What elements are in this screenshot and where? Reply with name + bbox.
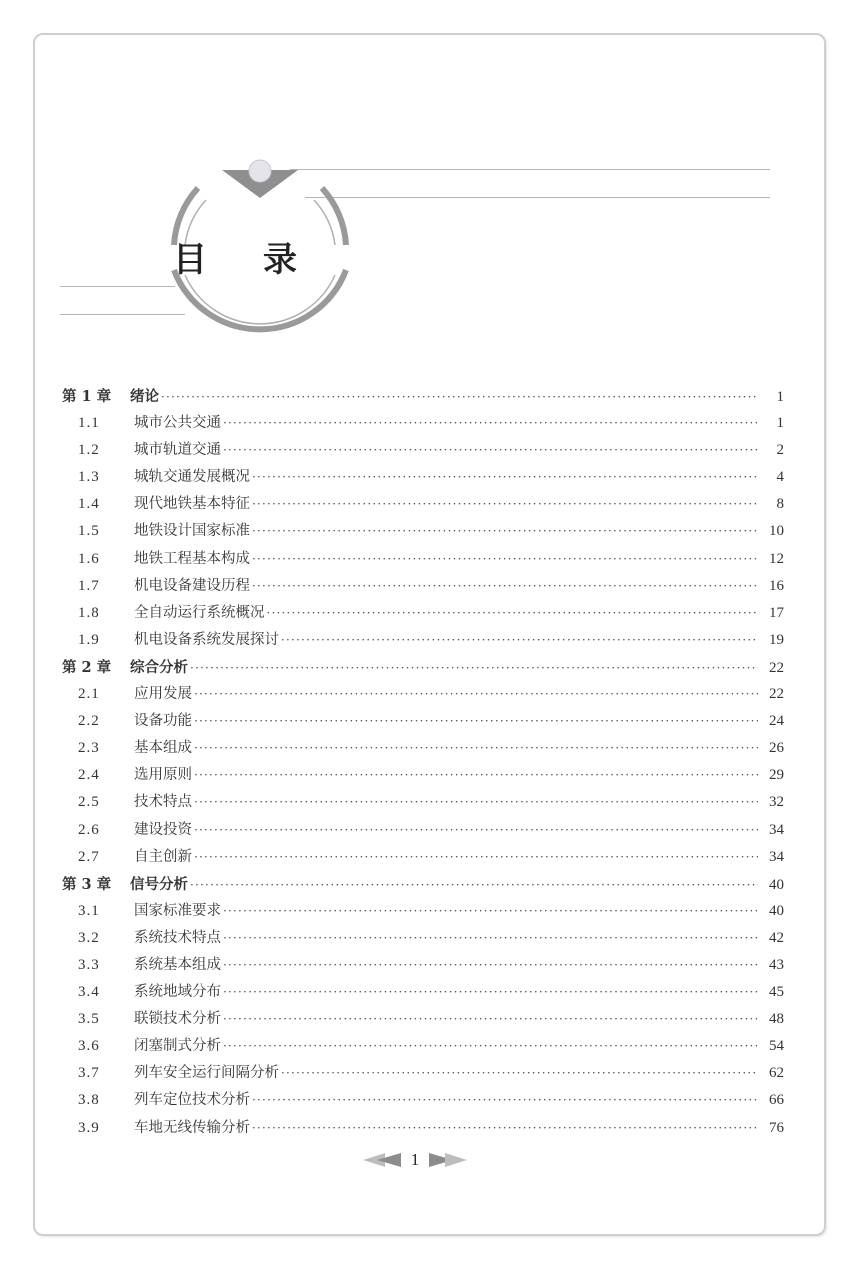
page-footer bbox=[360, 1148, 470, 1172]
header-rule-bottom bbox=[305, 197, 770, 198]
toc-entry-page: 19 bbox=[769, 631, 784, 648]
double-arrow-right-icon bbox=[427, 1152, 467, 1168]
toc-entry-number: 2.5 bbox=[78, 794, 100, 811]
toc-section-row[interactable] bbox=[62, 1006, 784, 1033]
dot-leader bbox=[281, 1060, 758, 1087]
toc-entry-page: 17 bbox=[769, 604, 784, 621]
toc-section-row[interactable] bbox=[62, 491, 784, 518]
toc-entry-title: 列车定位技术分析 bbox=[134, 1092, 250, 1109]
double-arrow-left-icon bbox=[363, 1152, 403, 1168]
toc-entry-number: 3.8 bbox=[78, 1092, 100, 1109]
toc-section-row[interactable] bbox=[62, 464, 784, 491]
toc-section-row[interactable] bbox=[62, 600, 784, 627]
table-of-contents bbox=[62, 383, 784, 1142]
dot-leader bbox=[190, 872, 758, 899]
dot-leader bbox=[194, 735, 758, 762]
toc-entry-page: 1 bbox=[776, 415, 784, 432]
toc-entry-page: 2 bbox=[776, 442, 784, 459]
toc-entry-number: 2.4 bbox=[78, 767, 100, 784]
toc-entry-title: 城轨交通发展概况 bbox=[134, 469, 250, 486]
toc-entry-title: 联锁技术分析 bbox=[134, 1011, 221, 1028]
toc-entry-number: 3.9 bbox=[78, 1119, 100, 1136]
dot-leader bbox=[252, 546, 758, 573]
toc-entry-title: 国家标准要求 bbox=[134, 902, 221, 919]
dot-leader bbox=[252, 491, 758, 518]
toc-entry-page: 26 bbox=[769, 740, 784, 757]
toc-section-row[interactable] bbox=[62, 437, 784, 464]
toc-entry-title: 现代地铁基本特征 bbox=[134, 496, 250, 513]
toc-section-row[interactable] bbox=[62, 546, 784, 573]
toc-entry-number: 1.1 bbox=[78, 415, 100, 432]
toc-entry-number: 2.2 bbox=[78, 713, 100, 730]
toc-entry-number: 2.6 bbox=[78, 821, 100, 838]
dot-leader bbox=[190, 655, 758, 682]
toc-entry-title: 选用原则 bbox=[134, 767, 192, 784]
toc-section-row[interactable] bbox=[62, 898, 784, 925]
toc-section-row[interactable] bbox=[62, 573, 784, 600]
toc-chapter-row[interactable] bbox=[62, 871, 784, 898]
left-rule-top bbox=[60, 286, 175, 287]
toc-entry-number: 1.8 bbox=[78, 604, 100, 621]
toc-entry-number: 1.4 bbox=[78, 496, 100, 513]
dot-leader bbox=[223, 1033, 758, 1060]
toc-chapter-row[interactable] bbox=[62, 383, 784, 410]
toc-section-row[interactable] bbox=[62, 518, 784, 545]
toc-entry-page: 34 bbox=[769, 848, 784, 865]
dot-leader bbox=[223, 1006, 758, 1033]
toc-entry-page: 40 bbox=[769, 902, 784, 919]
toc-entry-page: 42 bbox=[769, 929, 784, 946]
toc-entry-number: 3.2 bbox=[78, 929, 100, 946]
title-char-mu: 目 bbox=[173, 240, 207, 280]
dot-leader bbox=[252, 1115, 758, 1142]
dot-leader bbox=[223, 979, 758, 1006]
toc-entry-number: 2.3 bbox=[78, 740, 100, 757]
toc-section-row[interactable] bbox=[62, 708, 784, 735]
toc-chapter-row[interactable] bbox=[62, 654, 784, 681]
toc-entry-title: 机电设备系统发展探讨 bbox=[134, 631, 279, 648]
dot-leader bbox=[252, 518, 758, 545]
toc-section-row[interactable] bbox=[62, 789, 784, 816]
toc-entry-page: 76 bbox=[769, 1119, 784, 1136]
toc-entry-title: 系统地域分布 bbox=[134, 984, 221, 1001]
toc-entry-title: 自主创新 bbox=[134, 848, 192, 865]
toc-section-row[interactable] bbox=[62, 1087, 784, 1114]
toc-entry-title: 信号分析 bbox=[130, 875, 188, 893]
dot-leader bbox=[281, 627, 758, 654]
toc-entry-number: 3.3 bbox=[78, 956, 100, 973]
toc-entry-number: 1.5 bbox=[78, 523, 100, 540]
toc-section-row[interactable] bbox=[62, 762, 784, 789]
toc-entry-number: 3.5 bbox=[78, 1011, 100, 1028]
header-rule-top bbox=[290, 169, 770, 170]
toc-entry-title: 地铁工程基本构成 bbox=[134, 550, 250, 567]
dot-leader bbox=[252, 1087, 758, 1114]
toc-entry-page: 22 bbox=[769, 686, 784, 703]
toc-entry-number: 第 1 章 bbox=[62, 388, 112, 405]
dot-leader bbox=[194, 708, 758, 735]
toc-entry-title: 技术特点 bbox=[134, 794, 192, 811]
toc-section-row[interactable] bbox=[62, 410, 784, 437]
toc-entry-page: 43 bbox=[769, 956, 784, 973]
toc-entry-page: 1 bbox=[776, 389, 784, 405]
toc-section-row[interactable] bbox=[62, 681, 784, 708]
toc-entry-title: 城市轨道交通 bbox=[134, 442, 221, 459]
toc-entry-number: 3.1 bbox=[78, 902, 100, 919]
dot-leader bbox=[194, 844, 758, 871]
toc-entry-title: 全自动运行系统概况 bbox=[134, 604, 265, 621]
dot-leader bbox=[161, 384, 758, 411]
dot-leader bbox=[223, 898, 758, 925]
toc-section-row[interactable] bbox=[62, 844, 784, 871]
toc-entry-number: 2.7 bbox=[78, 848, 100, 865]
toc-section-row[interactable] bbox=[62, 952, 784, 979]
toc-entry-number: 3.7 bbox=[78, 1065, 100, 1082]
toc-section-row[interactable] bbox=[62, 1060, 784, 1087]
toc-entry-page: 40 bbox=[769, 876, 784, 893]
toc-entry-page: 66 bbox=[769, 1092, 784, 1109]
toc-entry-number: 第 2 章 bbox=[62, 658, 112, 676]
toc-entry-title: 闭塞制式分析 bbox=[134, 1038, 221, 1055]
dot-leader bbox=[252, 464, 758, 491]
toc-entry-title: 系统技术特点 bbox=[134, 929, 221, 946]
toc-section-row[interactable] bbox=[62, 1033, 784, 1060]
toc-entry-number: 1.2 bbox=[78, 442, 100, 459]
toc-entry-page: 12 bbox=[769, 550, 784, 567]
toc-entry-title: 建设投资 bbox=[134, 821, 192, 838]
toc-entry-page: 62 bbox=[769, 1065, 784, 1082]
toc-entry-page: 24 bbox=[769, 713, 784, 730]
toc-entry-title: 系统基本组成 bbox=[134, 956, 221, 973]
dot-leader bbox=[252, 573, 758, 600]
dot-leader bbox=[194, 681, 758, 708]
dot-leader bbox=[194, 789, 758, 816]
toc-entry-page: 10 bbox=[769, 523, 784, 540]
toc-entry-page: 48 bbox=[769, 1011, 784, 1028]
toc-section-row[interactable] bbox=[62, 979, 784, 1006]
toc-section-row[interactable] bbox=[62, 817, 784, 844]
toc-entry-title: 地铁设计国家标准 bbox=[134, 523, 250, 540]
toc-entry-page: 16 bbox=[769, 577, 784, 594]
toc-entry-number: 1.7 bbox=[78, 577, 100, 594]
toc-entry-number: 3.6 bbox=[78, 1038, 100, 1055]
toc-section-row[interactable] bbox=[62, 925, 784, 952]
toc-entry-title: 机电设备建设历程 bbox=[134, 577, 250, 594]
toc-entry-title: 车地无线传输分析 bbox=[134, 1119, 250, 1136]
toc-entry-page: 4 bbox=[776, 469, 784, 486]
toc-entry-title: 城市公共交通 bbox=[134, 415, 221, 432]
dot-leader bbox=[194, 762, 758, 789]
toc-entry-title: 基本组成 bbox=[134, 740, 192, 757]
dot-leader bbox=[223, 925, 758, 952]
toc-entry-page: 45 bbox=[769, 984, 784, 1001]
toc-entry-page: 34 bbox=[769, 821, 784, 838]
dot-leader bbox=[267, 600, 759, 627]
dot-leader bbox=[223, 437, 758, 464]
dot-leader bbox=[194, 817, 758, 844]
toc-entry-number: 1.6 bbox=[78, 550, 100, 567]
toc-entry-number: 第 3 章 bbox=[62, 875, 112, 893]
toc-section-row[interactable] bbox=[62, 1115, 784, 1142]
toc-entry-title: 绪论 bbox=[130, 388, 159, 405]
toc-entry-title: 综合分析 bbox=[130, 658, 188, 676]
toc-section-row[interactable] bbox=[62, 735, 784, 762]
toc-entry-title: 应用发展 bbox=[134, 686, 192, 703]
title-char-lu: 录 bbox=[263, 240, 297, 280]
toc-entry-page: 54 bbox=[769, 1038, 784, 1055]
toc-entry-number: 2.1 bbox=[78, 686, 100, 703]
toc-entry-number: 1.3 bbox=[78, 469, 100, 486]
toc-entry-page: 8 bbox=[776, 496, 784, 513]
toc-entry-number: 1.9 bbox=[78, 631, 100, 648]
toc-entry-page: 32 bbox=[769, 794, 784, 811]
toc-entry-page: 29 bbox=[769, 767, 784, 784]
dot-leader bbox=[223, 952, 758, 979]
page-number: 1 bbox=[410, 1150, 420, 1169]
toc-entry-title: 列车安全运行间隔分析 bbox=[134, 1065, 279, 1082]
toc-entry-number: 3.4 bbox=[78, 984, 100, 1001]
dot-leader bbox=[223, 410, 758, 437]
toc-entry-title: 设备功能 bbox=[134, 713, 192, 730]
toc-entry-page: 22 bbox=[769, 659, 784, 676]
toc-section-row[interactable] bbox=[62, 627, 784, 654]
